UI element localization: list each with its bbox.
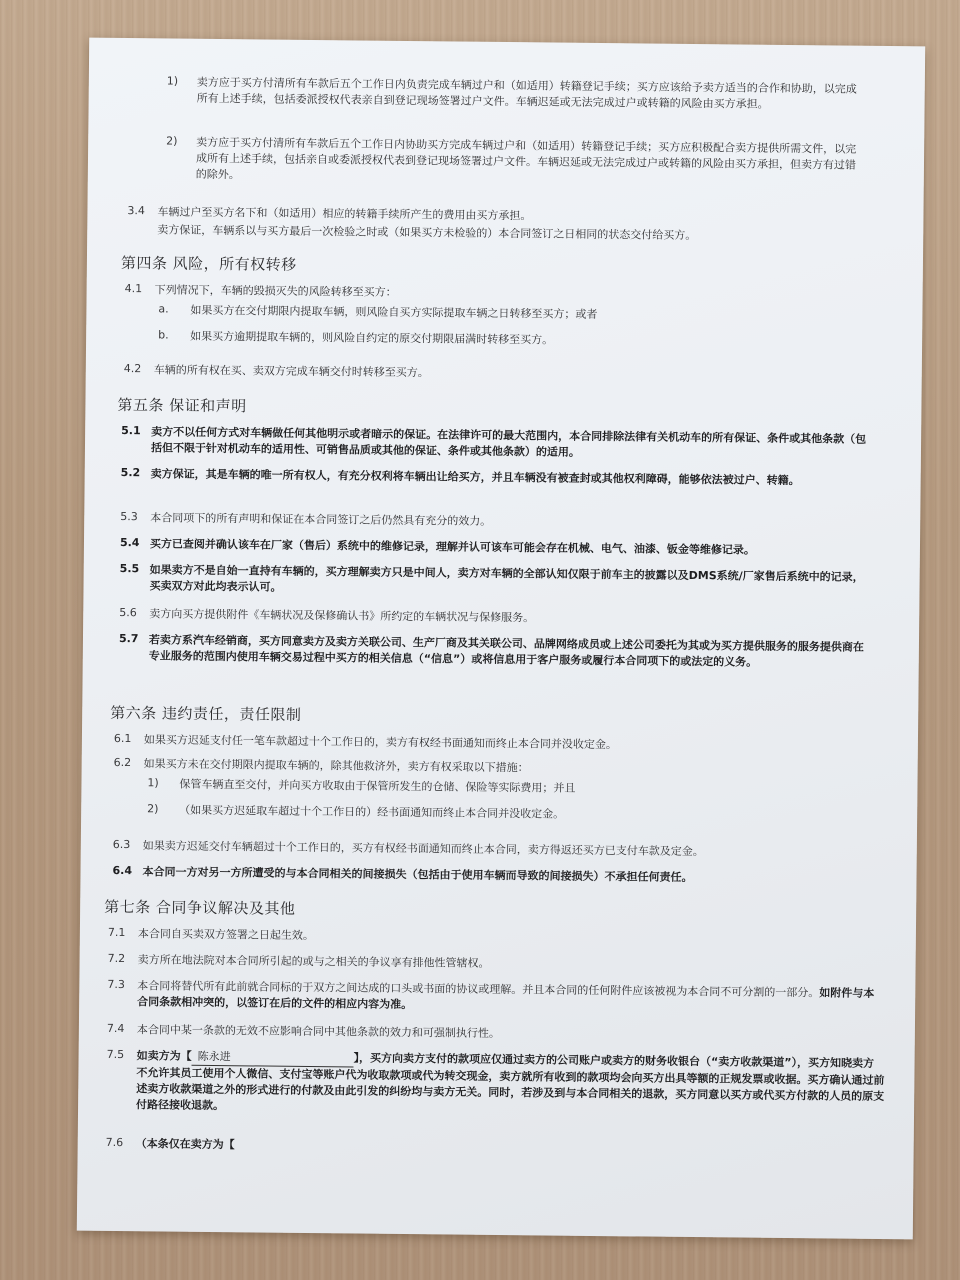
clause-number: 5.2 — [120, 466, 141, 480]
clause-text: 如果买方未在交付期限内提取车辆的，除其他救济外，卖方有权采取以下措施： — [143, 757, 529, 775]
clause-text — [136, 1048, 885, 1121]
seller-prefix: 如卖方为【 — [136, 1049, 192, 1063]
clause-text-normal: 本合同将替代所有此前就合同标的于双方之间达成的口头或书面的协议或理解。并且本合同的任何附件应该被视为本合同不可分割的一部分。 — [137, 979, 820, 1000]
clause-text: 本合同自买卖双方签署之日起生效。 — [137, 927, 314, 943]
clause-text: 如果买方逾期提取车辆的，则风险自约定的原交付期限届满时转移至买方。 — [190, 329, 554, 347]
clause-text: 卖方保证，车辆系以与买方最后一次检验之时或（如果买方未检验的）本合同签订之日相同的状态交付给买方。 — [157, 223, 697, 243]
clause-text: 卖方向买方提供附件《车辆状况及保修确认书》所约定的车辆状况与保修服务。 — [149, 607, 535, 625]
article-heading: 第五条 保证和声明 — [117, 395, 247, 416]
clause-number: 7.3 — [107, 977, 125, 992]
clause-text: 卖方应于买方付清所有车款后五个工作日内负责完成车辆过户和（如适用）转籍登记手续；买方应该给予卖方适当的合作和协助，以完成所有上述手续，包括委派授权代表亲自到登记现场签署过户文件。车辆迟延或无法完成过户或转籍的风险由买方承担。 — [196, 75, 857, 111]
article-heading: 第四条 风险，所有权转移 — [120, 253, 297, 274]
clause-text: 车辆的所有权在买、卖双方完成车辆交付时转移至买方。 — [153, 363, 429, 380]
seller-clause-body: 】，买方向卖方支付的款项应仅通过卖方的公司账户或卖方的财务收银台（“卖方收款渠道”），买方知晓卖方不允许其员工使用个人微信、支付宝等账户代为收取款项或代为转交现金，卖方就所有收到的款项均会向买方出具等额的正规发票或收据。买方确认通过前述卖方收款渠道之外的形式进行的付款及由此引发的纠纷均与卖方无关。同时，若涉及到与本合同相关的退款，买方同意以买方或代买方付款的人员的原支付路径接收退款。 — [136, 1051, 885, 1113]
item-letter: a. — [158, 302, 169, 316]
clause-text: （如果买方迟延取车超过十个工作日的）经书面通知而终止本合同并没收定金。 — [179, 803, 565, 821]
clause-text: 卖方应于买方付清所有车款后五个工作日内协助买方完成车辆过户和（如适用）转籍登记手续；买方应积极配合卖方提供所需文件，以完成所有上述手续，包括亲自或委派授权代表到登记现场签署过户文件。车辆迟延或无法完成过户或转籍的风险由买方承担，但卖方有过错的除外。 — [195, 135, 857, 182]
clause-text: 如果卖方迟延交付车辆超过十个工作日的，买方有权经书面通知而终止本合同，卖方得返还买方已支付车款及定金。 — [142, 839, 704, 859]
seller-name-field: 陈永进 — [192, 1049, 354, 1068]
clause-text — [137, 978, 877, 1018]
clause-text: 如果买方在交付期限内提取车辆，则风险自买方实际提取车辆之日转移至买方；或者 — [190, 303, 598, 321]
clause-number: 7.1 — [107, 925, 126, 940]
clause-number: 6.3 — [112, 837, 131, 852]
clause-text: 买方已查阅并确认该车在厂家（售后）系统中的维修记录，理解并认可该车可能会存在机械、电气、油漆、钣金等维修记录。 — [149, 537, 756, 557]
clause-number: 5.1 — [121, 424, 141, 438]
clause-text: 卖方不以任何方式对车辆做任何其他明示或者暗示的保证。在法律许可的最大范围内，本合同排除法律有关机动车的所有保证、条件或其他条款（包括但不限于针对机动车的适用性、可销售品质或其他的保证、条件或其他条款）的适用。 — [150, 425, 867, 459]
clause-number: 6.2 — [113, 755, 132, 770]
clause-text: 本合同中某一条款的无效不应影响合同中其他条款的效力和可强制执行性。 — [136, 1023, 500, 1041]
clause-number: 5.4 — [119, 536, 140, 550]
clause-number: 6.1 — [113, 731, 132, 746]
clause-text: 如果卖方不是自始一直持有车辆的，买方理解卖方只是中间人，卖方对车辆的全部认知仅限于前车主的披露以及DMS系统/厂家售后系统中的记录，买卖双方对此均表示认可。 — [149, 563, 864, 594]
item-number: 1) — [147, 776, 159, 790]
clause-text: 保管车辆直至交付，并向买方收取由于保管所发生的仓储、保险等实际费用；并且 — [179, 777, 576, 795]
clause-number: 5.3 — [120, 510, 138, 524]
clause-text: （本条仅在卖方为【 — [135, 1137, 235, 1152]
article-heading: 第七条 合同争议解决及其他 — [104, 897, 296, 918]
clause-text: 本合同一方对另一方所遭受的与本合同相关的间接损失（包括由于使用车辆而导致的间接损失）不承担任何责任。 — [142, 865, 693, 885]
clause-number: 7.6 — [105, 1135, 124, 1150]
clause-text: 卖方所在地法院对本合同所引起的或与之相关的争议享有排他性管辖权。 — [137, 953, 490, 970]
clause-text: 若卖方系汽车经销商，买方同意卖方及卖方关联公司、生产厂商及其关联公司、品牌网络成员或上述公司委托为其或为买方提供服务的服务提供商在专业服务的范围内使用车辆交易过程中买方的相关信息（“信息”）或将信息用于客户服务或履行本合同项下的或法定的义务。 — [148, 633, 864, 669]
clause-number: 7.2 — [107, 951, 126, 966]
clause-text: 卖方保证，其是车辆的唯一所有权人，有充分权利将车辆出让给买方，并且车辆没有被查封或其他权利障碍，能够依法被过户、转籍。 — [150, 467, 800, 488]
item-number: 1) — [166, 74, 179, 88]
clause-number: 6.4 — [112, 863, 133, 878]
clause-number: 7.4 — [106, 1021, 125, 1036]
clause-text: 如果买方迟延支付任一笔车款超过十个工作日的，卖方有权经书面通知而终止本合同并没收定金。 — [143, 733, 617, 752]
clause-number: 4.2 — [123, 362, 142, 376]
clause-number: 5.5 — [119, 562, 140, 576]
item-number: 2) — [147, 802, 159, 816]
clause-number: 5.6 — [119, 606, 137, 620]
item-number: 2) — [166, 134, 178, 148]
article-heading: 第六条 违约责任，责任限制 — [110, 703, 302, 724]
item-letter: b. — [158, 328, 169, 342]
contract-page — [77, 38, 925, 1240]
clause-number: 4.1 — [124, 282, 143, 296]
clause-number: 5.7 — [118, 631, 139, 646]
clause-text-bold: 如附件与本合同条款相冲突的，以签订在后的文件的相应内容为准。 — [137, 986, 875, 1012]
clause-text: 车辆过户至买方名下和（如适用）相应的转籍手续所产生的费用由买方承担。 — [157, 205, 532, 223]
clause-text: 本合同项下的所有声明和保证在本合同签订之后仍然具有充分的效力。 — [150, 511, 492, 528]
clause-number: 3.4 — [127, 204, 146, 218]
clause-number: 7.5 — [106, 1047, 125, 1062]
clause-text: 下列情况下，车辆的毁损灭失的风险转移至买方： — [154, 283, 397, 299]
